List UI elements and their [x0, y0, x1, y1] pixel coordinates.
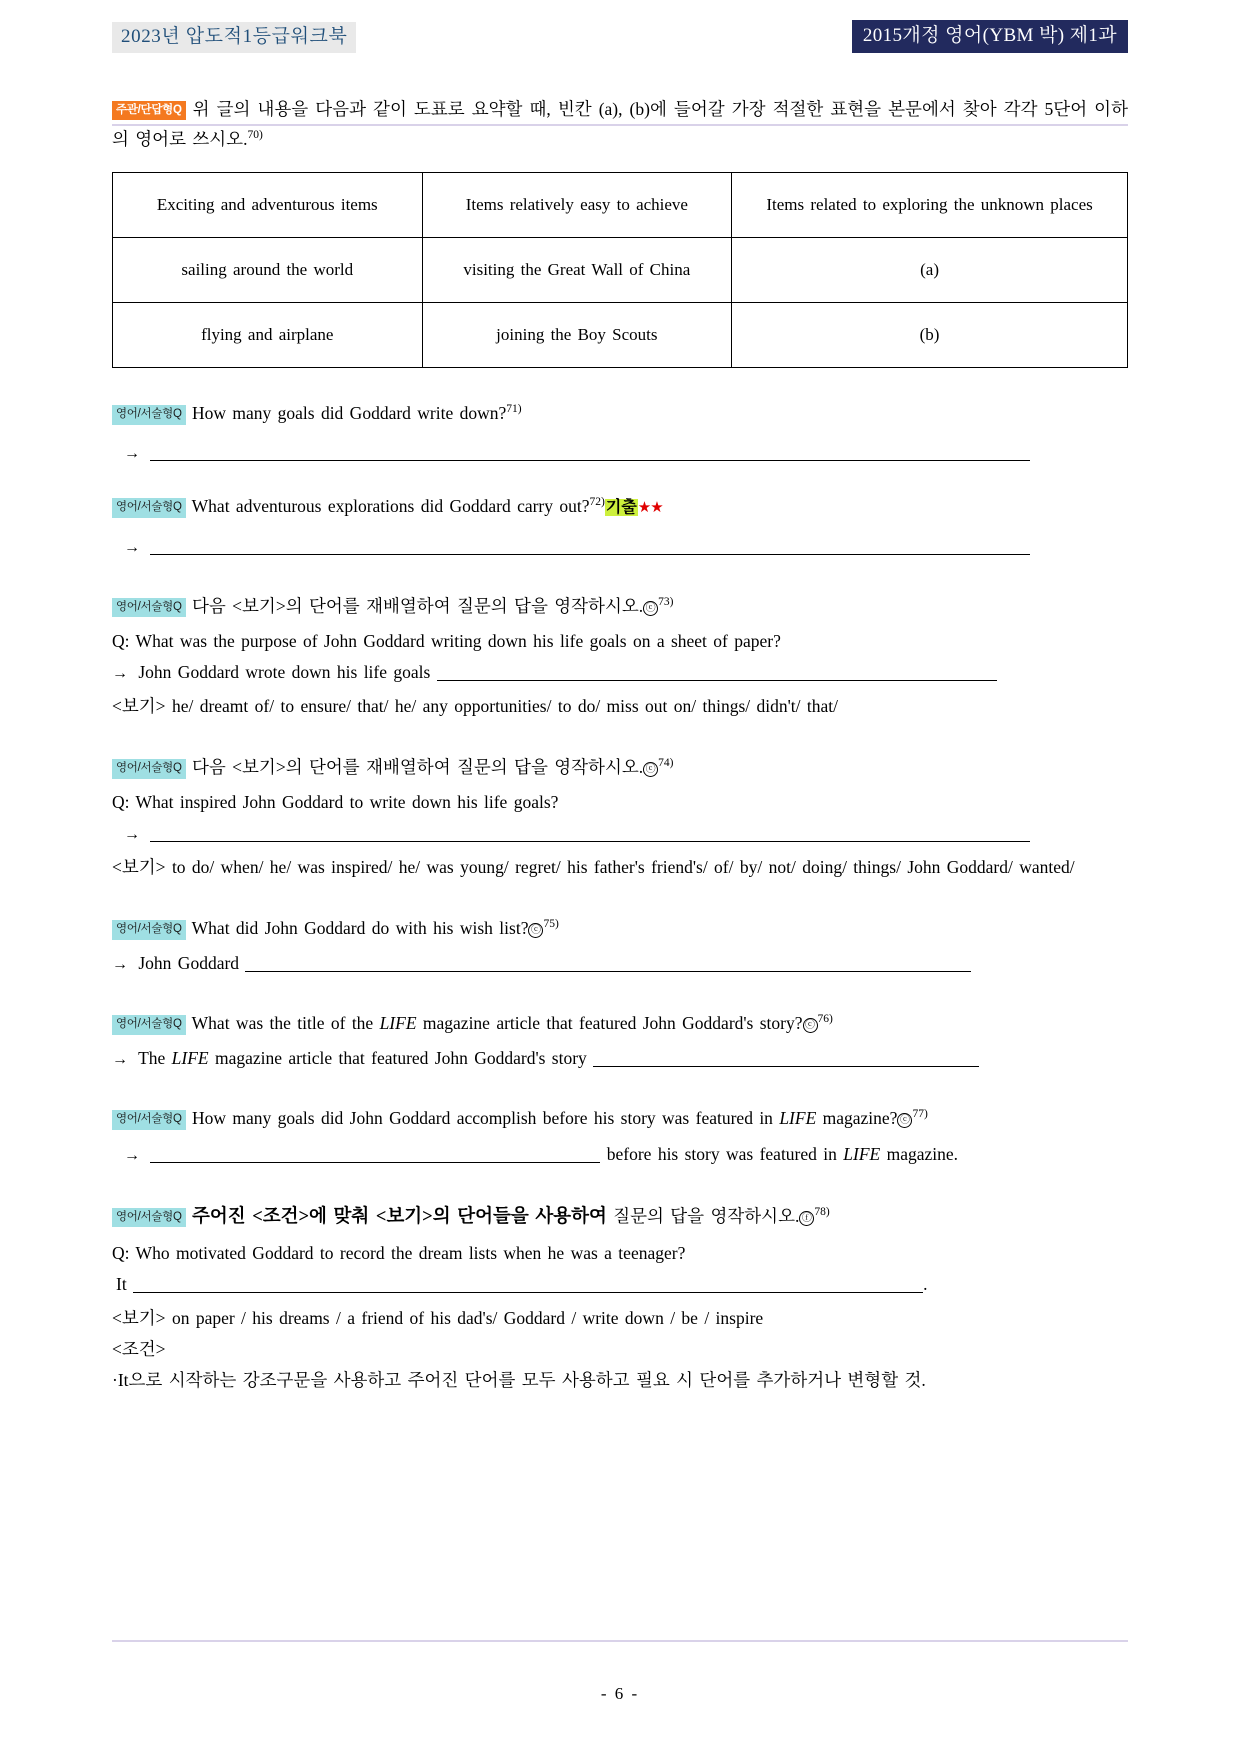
jogeon-bullet-icon: ·: [112, 1370, 118, 1391]
q76-prompt-part-a: What was the title of the: [191, 1013, 380, 1034]
badge-short-answer: 주관/단답형Q: [112, 101, 186, 120]
q73-bogi-words: he/ dreamt of/ to ensure/ that/ he/ any opportunities/ to do/ miss out on/ things/ didn't/ that/: [171, 696, 838, 717]
q75-answer-line: [112, 953, 1128, 974]
badge-english-essay: 영어/서술형Q: [112, 1110, 186, 1129]
q77-magazine-name: LIFE: [779, 1108, 817, 1129]
badge-english-essay: 영어/서술형Q: [112, 498, 186, 517]
table-header-cell: Exciting and adventurous items: [113, 173, 423, 238]
q75-answer-lead: John Goddard: [138, 953, 240, 974]
q78-jogeon-label-line: [112, 1336, 1128, 1361]
q78-bogi-words: on paper / his dreams / a friend of his dad's/ Goddard / write down / be / inspire: [171, 1308, 764, 1329]
source-mark-c: ⓒ: [643, 601, 658, 616]
bogi-label: <보기>: [112, 1308, 166, 1329]
answer-blank[interactable]: [150, 824, 1030, 842]
question-78: [112, 1201, 1128, 1393]
table-cell: visiting the Great Wall of China: [422, 238, 732, 303]
answer-arrow-icon: →: [124, 1146, 140, 1164]
answer-arrow-icon: →: [112, 665, 128, 683]
q75-number: 75): [543, 918, 559, 931]
footer-divider: [112, 1640, 1128, 1642]
q74-bogi-line: [112, 854, 1128, 879]
table-row: [113, 238, 1128, 303]
q78-jogeon-line: [112, 1367, 1128, 1392]
answer-blank[interactable]: [593, 1049, 979, 1067]
q73-number: 73): [658, 596, 674, 609]
table-row: [113, 303, 1128, 368]
question-73: [112, 591, 1128, 718]
q77-answer-magazine-name: LIFE: [843, 1143, 881, 1164]
q76-answer-part-b: magazine article that featured John Goddard's story: [208, 1048, 587, 1069]
q70-number: 70): [247, 129, 263, 142]
q73-question-line: [112, 631, 1128, 652]
answer-arrow-icon: →: [124, 539, 140, 557]
answer-blank[interactable]: [437, 663, 997, 681]
q73-answer-lead: John Goddard wrote down his life goals: [138, 662, 431, 683]
table-cell-blank-a: (a): [732, 238, 1128, 303]
header-divider: [112, 124, 1128, 126]
answer-arrow-icon: →: [124, 445, 140, 463]
answer-arrow-icon: →: [124, 826, 140, 844]
difficulty-stars: ★★: [637, 500, 663, 517]
q76-answer-part-a: The: [138, 1048, 172, 1069]
question-75: [112, 913, 1128, 974]
q71-number: 71): [506, 403, 522, 416]
q74-question-line: [112, 792, 1128, 813]
table-cell: sailing around the world: [113, 238, 423, 303]
question-72: [112, 491, 1128, 557]
table-cell-blank-b: (b): [732, 303, 1128, 368]
q74-answer-line: [112, 823, 1128, 844]
q73-bogi-line: [112, 693, 1128, 718]
page-header: [112, 0, 1128, 66]
answer-blank[interactable]: [133, 1275, 923, 1293]
question-70: [112, 94, 1128, 368]
q73-answer-line: [112, 662, 1128, 683]
answer-blank[interactable]: [150, 443, 1030, 461]
q73-question: Q: What was the purpose of John Goddard writing down his life goals on a sheet of paper?: [112, 631, 781, 652]
badge-english-essay: 영어/서술형Q: [112, 598, 186, 617]
answer-blank[interactable]: [245, 954, 971, 972]
table-cell: flying and airplane: [113, 303, 423, 368]
question-74: [112, 752, 1128, 879]
q78-jogeon-text: It으로 시작하는 강조구문을 사용하고 주어진 단어를 모두 사용하고 필요 시 단어를 추가하거나 변형할 것.: [117, 1370, 926, 1391]
q77-prompt-part-b: magazine?: [816, 1108, 898, 1129]
q76-prompt-part-b: magazine article that featured John Goddard's story?: [416, 1013, 803, 1034]
q74-number: 74): [658, 757, 674, 770]
q71-prompt: How many goals did Goddard write down?: [191, 403, 507, 424]
table-header-cell: Items related to exploring the unknown places: [732, 173, 1128, 238]
q77-prompt-part-a: How many goals did John Goddard accomplish before his story was featured in: [191, 1108, 780, 1129]
badge-english-essay: 영어/서술형Q: [112, 1208, 186, 1227]
q76-answer-line: [112, 1048, 1128, 1069]
curriculum-title: 2015개정 영어(YBM 박) 제1과: [852, 20, 1128, 53]
question-77: [112, 1103, 1128, 1164]
source-mark-c: ⓒ: [643, 762, 658, 777]
bogi-label: <보기>: [112, 857, 166, 878]
q70-prompt: 위 글의 내용을 다음과 같이 도표로 요약할 때, 빈칸 (a), (b)에 들어갈 가장 적절한 표현을 본문에서 찾아 각각 5단어 이하의 영어로 쓰시오.: [112, 99, 1128, 150]
q77-answer-line: [112, 1144, 1128, 1165]
past-exam-tag: 기출: [605, 499, 637, 517]
source-mark-c: ⓒ: [803, 1018, 818, 1033]
answer-blank[interactable]: [150, 1145, 600, 1163]
page-number: - 6 -: [600, 1684, 640, 1703]
question-71: [112, 398, 1128, 463]
table-cell: joining the Boy Scouts: [422, 303, 732, 368]
jogeon-label: <조건>: [112, 1339, 166, 1360]
q78-number: 78): [814, 1205, 830, 1218]
badge-english-essay: 영어/서술형Q: [112, 759, 186, 778]
q77-answer-part-a: before his story was featured in: [606, 1143, 844, 1164]
q72-prompt: What adventurous explorations did Goddard carry out?: [191, 496, 590, 517]
answer-blank[interactable]: [150, 537, 1030, 555]
answer-arrow-icon: →: [112, 1051, 128, 1069]
q78-answer-lead: It: [116, 1274, 127, 1295]
q77-answer-part-b: magazine.: [880, 1143, 959, 1164]
q74-bogi-words: to do/ when/ he/ was inspired/ he/ was young/ regret/ his father's friend's/ of/ by/ not/ doing/ things/ John Goddard/ wanted/: [171, 857, 1075, 878]
badge-english-essay: 영어/서술형Q: [112, 1015, 186, 1034]
summary-table: [112, 172, 1128, 368]
q78-answer-tail: .: [923, 1274, 928, 1295]
bogi-label: <보기>: [112, 696, 166, 717]
q73-prompt: 다음 <보기>의 단어를 재배열하여 질문의 답을 영작하시오.: [191, 596, 644, 617]
q72-number: 72): [589, 496, 605, 509]
table-header-row: [113, 173, 1128, 238]
table-header-cell: Items relatively easy to achieve: [422, 173, 732, 238]
q76-magazine-name: LIFE: [379, 1013, 417, 1034]
q78-question: Q: Who motivated Goddard to record the dream lists when he was a teenager?: [112, 1243, 686, 1264]
question-76: [112, 1008, 1128, 1069]
q78-bogi-line: [112, 1305, 1128, 1330]
badge-english-essay: 영어/서술형Q: [112, 405, 186, 424]
q76-answer-magazine-name: LIFE: [171, 1048, 209, 1069]
q74-question: Q: What inspired John Goddard to write down his life goals?: [112, 792, 559, 813]
q78-prompt-bold: 주어진 <조건>에 맞춰 <보기>의 단어들을 사용하여: [191, 1206, 607, 1227]
q78-answer-line: [112, 1274, 1128, 1295]
q74-prompt: 다음 <보기>의 단어를 재배열하여 질문의 답을 영작하시오.: [191, 757, 644, 778]
workbook-title: 2023년 압도적1등급워크북: [112, 22, 356, 53]
q75-prompt: What did John Goddard do with his wish list?: [191, 918, 529, 939]
source-mark-c: ⓒ: [528, 923, 543, 938]
q76-number: 76): [817, 1013, 833, 1026]
answer-arrow-icon: →: [112, 956, 128, 974]
badge-english-essay: 영어/서술형Q: [112, 920, 186, 939]
q77-number: 77): [912, 1108, 928, 1121]
q78-question-line: [112, 1243, 1128, 1264]
q78-prompt-rest: 질문의 답을 영작하시오.: [606, 1205, 800, 1226]
source-mark-c: ⓒ: [897, 1113, 912, 1128]
source-mark-f: ⓕ: [799, 1211, 814, 1226]
